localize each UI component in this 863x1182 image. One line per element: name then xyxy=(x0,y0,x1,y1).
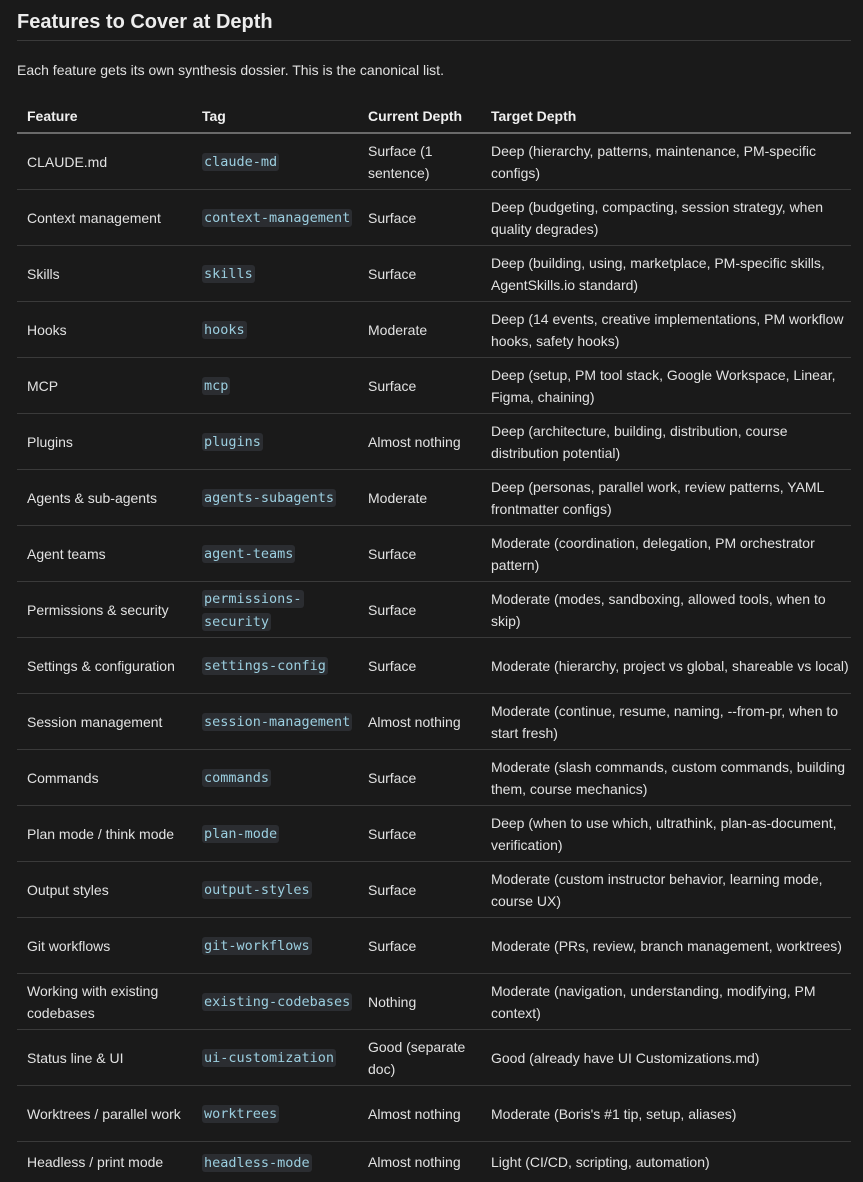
tag-code: headless-mode xyxy=(202,1154,312,1172)
feature-cell: Context management xyxy=(17,190,192,246)
target-depth-cell: Moderate (coordination, delegation, PM orchestrator pattern) xyxy=(481,526,851,582)
tag-cell xyxy=(192,526,358,582)
tag-code: agents-subagents xyxy=(202,489,336,507)
table-row xyxy=(17,918,851,974)
table-row xyxy=(17,1142,851,1182)
tag-cell xyxy=(192,358,358,414)
table-row xyxy=(17,246,851,302)
feature-cell: Session management xyxy=(17,694,192,750)
table-row xyxy=(17,358,851,414)
current-depth-cell: Surface xyxy=(358,582,481,638)
tag-code: ui-customization xyxy=(202,1049,336,1067)
tag-code: agent-teams xyxy=(202,545,295,563)
feature-cell: Commands xyxy=(17,750,192,806)
current-depth-cell: Surface xyxy=(358,190,481,246)
tag-cell xyxy=(192,974,358,1030)
tag-cell xyxy=(192,750,358,806)
tag-code: existing-codebases xyxy=(202,993,352,1011)
feature-cell: Agents & sub-agents xyxy=(17,470,192,526)
current-depth-cell: Nothing xyxy=(358,974,481,1030)
target-depth-cell: Deep (setup, PM tool stack, Google Workspace, Linear, Figma, chaining) xyxy=(481,358,851,414)
feature-cell: Agent teams xyxy=(17,526,192,582)
feature-cell: Settings & configuration xyxy=(17,638,192,694)
current-depth-cell: Almost nothing xyxy=(358,1086,481,1142)
feature-cell: Git workflows xyxy=(17,918,192,974)
tag-cell xyxy=(192,862,358,918)
table-row xyxy=(17,694,851,750)
table-row xyxy=(17,190,851,246)
table-row xyxy=(17,302,851,358)
tag-code: plan-mode xyxy=(202,825,279,843)
tag-code: permissions-security xyxy=(202,590,304,631)
feature-cell: Worktrees / parallel work xyxy=(17,1086,192,1142)
feature-cell: Hooks xyxy=(17,302,192,358)
table-row xyxy=(17,1086,851,1142)
features-table xyxy=(17,99,851,1182)
target-depth-cell: Moderate (custom instructor behavior, learning mode, course UX) xyxy=(481,862,851,918)
current-depth-cell: Surface xyxy=(358,246,481,302)
target-depth-cell: Moderate (Boris's #1 tip, setup, aliases) xyxy=(481,1086,851,1142)
target-depth-cell: Deep (personas, parallel work, review patterns, YAML frontmatter configs) xyxy=(481,470,851,526)
tag-cell xyxy=(192,133,358,190)
current-depth-cell: Good (separate doc) xyxy=(358,1030,481,1086)
tag-code: output-styles xyxy=(202,881,312,899)
current-depth-cell: Almost nothing xyxy=(358,414,481,470)
tag-code: settings-config xyxy=(202,657,328,675)
tag-cell xyxy=(192,694,358,750)
target-depth-cell: Moderate (slash commands, custom commands, building them, course mechanics) xyxy=(481,750,851,806)
current-depth-cell: Surface xyxy=(358,638,481,694)
tag-cell xyxy=(192,190,358,246)
feature-cell: Working with existing codebases xyxy=(17,974,192,1030)
tag-code: git-workflows xyxy=(202,937,312,955)
current-depth-cell: Moderate xyxy=(358,470,481,526)
tag-cell xyxy=(192,1030,358,1086)
tag-code: plugins xyxy=(202,433,263,451)
column-header-tag: Tag xyxy=(192,99,358,133)
tag-code: skills xyxy=(202,265,255,283)
table-row xyxy=(17,526,851,582)
tag-cell xyxy=(192,470,358,526)
tag-cell xyxy=(192,414,358,470)
target-depth-cell: Deep (when to use which, ultrathink, plan-as-document, verification) xyxy=(481,806,851,862)
current-depth-cell: Surface xyxy=(358,918,481,974)
tag-code: claude-md xyxy=(202,153,279,171)
tag-cell xyxy=(192,582,358,638)
target-depth-cell: Deep (14 events, creative implementations, PM workflow hooks, safety hooks) xyxy=(481,302,851,358)
target-depth-cell: Moderate (hierarchy, project vs global, shareable vs local) xyxy=(481,638,851,694)
target-depth-cell: Deep (building, using, marketplace, PM-specific skills, AgentSkills.io standard) xyxy=(481,246,851,302)
table-row xyxy=(17,1030,851,1086)
table-row xyxy=(17,806,851,862)
feature-cell: Permissions & security xyxy=(17,582,192,638)
column-header-current-depth: Current Depth xyxy=(358,99,481,133)
current-depth-cell: Moderate xyxy=(358,302,481,358)
tag-cell xyxy=(192,1142,358,1182)
table-header-row xyxy=(17,99,851,133)
tag-code: hooks xyxy=(202,321,247,339)
tag-cell xyxy=(192,638,358,694)
tag-cell xyxy=(192,246,358,302)
feature-cell: Skills xyxy=(17,246,192,302)
target-depth-cell: Moderate (modes, sandboxing, allowed tools, when to skip) xyxy=(481,582,851,638)
current-depth-cell: Surface xyxy=(358,750,481,806)
tag-code: context-management xyxy=(202,209,352,227)
column-header-target-depth: Target Depth xyxy=(481,99,851,133)
current-depth-cell: Surface (1 sentence) xyxy=(358,133,481,190)
current-depth-cell: Surface xyxy=(358,806,481,862)
feature-cell: CLAUDE.md xyxy=(17,133,192,190)
target-depth-cell: Moderate (navigation, understanding, modifying, PM context) xyxy=(481,974,851,1030)
tag-cell xyxy=(192,302,358,358)
section-heading: Features to Cover at Depth xyxy=(17,0,851,41)
tag-cell xyxy=(192,918,358,974)
tag-code: commands xyxy=(202,769,271,787)
feature-cell: MCP xyxy=(17,358,192,414)
target-depth-cell: Light (CI/CD, scripting, automation) xyxy=(481,1142,851,1182)
feature-cell: Plugins xyxy=(17,414,192,470)
table-row xyxy=(17,862,851,918)
target-depth-cell: Good (already have UI Customizations.md) xyxy=(481,1030,851,1086)
tag-cell xyxy=(192,1086,358,1142)
feature-cell: Output styles xyxy=(17,862,192,918)
table-row xyxy=(17,133,851,190)
current-depth-cell: Almost nothing xyxy=(358,1142,481,1182)
target-depth-cell: Moderate (PRs, review, branch management, worktrees) xyxy=(481,918,851,974)
current-depth-cell: Surface xyxy=(358,862,481,918)
table-row xyxy=(17,582,851,638)
current-depth-cell: Almost nothing xyxy=(358,694,481,750)
current-depth-cell: Surface xyxy=(358,358,481,414)
table-row xyxy=(17,974,851,1030)
table-row xyxy=(17,638,851,694)
target-depth-cell: Deep (budgeting, compacting, session strategy, when quality degrades) xyxy=(481,190,851,246)
tag-cell xyxy=(192,806,358,862)
tag-code: session-management xyxy=(202,713,352,731)
column-header-feature: Feature xyxy=(17,99,192,133)
current-depth-cell: Surface xyxy=(358,526,481,582)
tag-code: worktrees xyxy=(202,1105,279,1123)
intro-paragraph: Each feature gets its own synthesis dossier. This is the canonical list. xyxy=(17,41,851,99)
table-body xyxy=(17,133,851,1182)
target-depth-cell: Deep (architecture, building, distribution, course distribution potential) xyxy=(481,414,851,470)
table-row xyxy=(17,414,851,470)
feature-cell: Headless / print mode xyxy=(17,1142,192,1182)
target-depth-cell: Deep (hierarchy, patterns, maintenance, PM-specific configs) xyxy=(481,133,851,190)
table-row xyxy=(17,470,851,526)
document xyxy=(17,0,851,1182)
feature-cell: Plan mode / think mode xyxy=(17,806,192,862)
tag-code: mcp xyxy=(202,377,230,395)
target-depth-cell: Moderate (continue, resume, naming, --from-pr, when to start fresh) xyxy=(481,694,851,750)
table-row xyxy=(17,750,851,806)
feature-cell: Status line & UI xyxy=(17,1030,192,1086)
